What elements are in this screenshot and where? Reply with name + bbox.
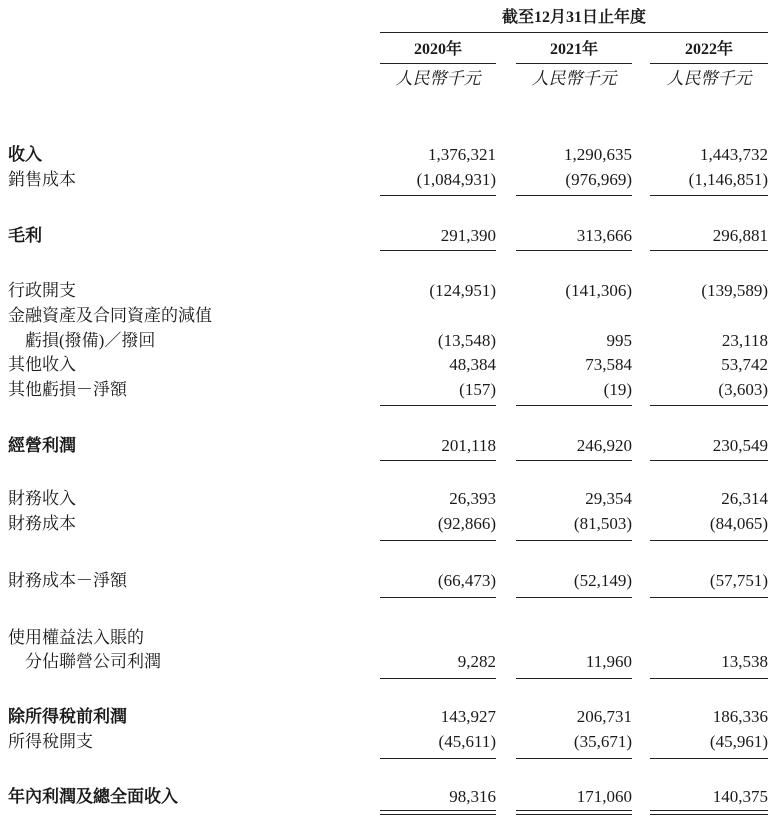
row-label: 虧損(撥備)／撥回 bbox=[8, 331, 156, 350]
row-value-2022: (45,961) bbox=[709, 732, 768, 751]
row-value-2020: 26,393 bbox=[449, 489, 496, 508]
row-label: 使用權益法入賬的 bbox=[8, 628, 144, 647]
row-value-2022: (1,146,851) bbox=[688, 170, 768, 189]
row-value-2020: (1,084,931) bbox=[416, 170, 496, 189]
rule-after-gross-profit-2022 bbox=[650, 250, 768, 251]
unit-2020: 人民幣千元 bbox=[395, 69, 481, 88]
row-label: 毛利 bbox=[8, 226, 42, 245]
row-label: 分佔聯營公司利潤 bbox=[8, 652, 161, 671]
row-value-2021: (35,671) bbox=[573, 732, 632, 751]
row-value-2021: 171,060 bbox=[576, 787, 632, 806]
row-value-2021: 11,960 bbox=[585, 652, 632, 671]
rule-after-operating-profit-2020 bbox=[380, 460, 496, 461]
row-value-2022: (84,065) bbox=[709, 514, 768, 533]
rule-after-operating-profit-2021 bbox=[516, 460, 632, 461]
row-value-2021: 73,584 bbox=[585, 355, 632, 374]
row-value-2021: (81,503) bbox=[573, 514, 632, 533]
row-value-2020: 98,316 bbox=[449, 787, 496, 806]
row-value-2022: (139,589) bbox=[701, 281, 768, 300]
rule-after-finance-costs-2022 bbox=[650, 540, 768, 541]
row-value-2020: (124,951) bbox=[429, 281, 496, 300]
row-value-2022: 23,118 bbox=[721, 331, 768, 350]
row-value-2020: (66,473) bbox=[437, 571, 496, 590]
rule-after-other-losses-2020 bbox=[380, 405, 496, 406]
rule-after-other-losses-2021 bbox=[516, 405, 632, 406]
row-label: 銷售成本 bbox=[8, 170, 76, 189]
row-value-2020: (92,866) bbox=[437, 514, 496, 533]
row-value-2021: (19) bbox=[603, 380, 632, 399]
row-label: 收入 bbox=[8, 145, 42, 164]
rule-after-cost-of-sales-2021 bbox=[516, 195, 632, 196]
row-label: 其他虧損－淨額 bbox=[8, 380, 127, 399]
rule-after-gross-profit-2021 bbox=[516, 250, 632, 251]
row-value-2022: (57,751) bbox=[709, 571, 768, 590]
row-value-2021: 246,920 bbox=[576, 436, 632, 455]
row-value-2021: (52,149) bbox=[573, 571, 632, 590]
row-value-2022: 186,336 bbox=[712, 707, 768, 726]
year-2021-header: 2021年 bbox=[549, 41, 598, 58]
rule-after-other-losses-2022 bbox=[650, 405, 768, 406]
row-label: 財務成本－淨額 bbox=[8, 571, 127, 590]
row-value-2022: 26,314 bbox=[721, 489, 768, 508]
row-value-2022: (3,603) bbox=[718, 380, 768, 399]
row-value-2022: 296,881 bbox=[712, 226, 768, 245]
row-value-2020: 48,384 bbox=[449, 355, 496, 374]
unit-2021: 人民幣千元 bbox=[531, 69, 617, 88]
rule-after-share-of-profit-2022 bbox=[650, 678, 768, 679]
year-2022-header: 2022年 bbox=[684, 41, 733, 58]
double-rule-total-2022 bbox=[650, 810, 768, 815]
row-value-2020: (13,548) bbox=[437, 331, 496, 350]
rule-after-cost-of-sales-2022 bbox=[650, 195, 768, 196]
row-value-2021: 206,731 bbox=[576, 707, 632, 726]
rule-after-finance-costs-net-2022 bbox=[650, 597, 768, 598]
row-value-2022: 13,538 bbox=[721, 652, 768, 671]
year-2020-header: 2020年 bbox=[413, 41, 462, 58]
row-value-2022: 140,375 bbox=[712, 787, 768, 806]
rule-after-finance-costs-2021 bbox=[516, 540, 632, 541]
rule-after-income-tax-2020 bbox=[380, 758, 496, 759]
row-value-2021: 29,354 bbox=[585, 489, 632, 508]
row-value-2021: (141,306) bbox=[565, 281, 632, 300]
row-label: 經營利潤 bbox=[8, 436, 76, 455]
row-value-2020: 1,376,321 bbox=[428, 145, 496, 164]
year-2021-underline bbox=[516, 63, 632, 64]
year-2020-underline bbox=[380, 63, 496, 64]
row-value-2021: 995 bbox=[606, 331, 632, 350]
unit-2022: 人民幣千元 bbox=[666, 69, 752, 88]
year-2022-underline bbox=[650, 63, 768, 64]
row-value-2020: (157) bbox=[459, 380, 496, 399]
row-label: 其他收入 bbox=[8, 355, 76, 374]
rule-after-income-tax-2021 bbox=[516, 758, 632, 759]
rule-after-gross-profit-2020 bbox=[380, 250, 496, 251]
row-value-2020: (45,611) bbox=[438, 732, 496, 751]
row-value-2020: 143,927 bbox=[440, 707, 496, 726]
row-label: 財務成本 bbox=[8, 514, 76, 533]
row-value-2021: 313,666 bbox=[576, 226, 632, 245]
rule-after-share-of-profit-2020 bbox=[380, 678, 496, 679]
row-label: 所得稅開支 bbox=[8, 732, 93, 751]
row-value-2022: 1,443,732 bbox=[700, 145, 768, 164]
row-label: 年內利潤及總全面收入 bbox=[8, 787, 178, 806]
row-label: 行政開支 bbox=[8, 281, 76, 300]
row-label: 財務收入 bbox=[8, 489, 76, 508]
period-underline bbox=[380, 32, 768, 33]
period-heading: 截至12月31日止年度 bbox=[501, 9, 646, 26]
double-rule-total-2021 bbox=[516, 810, 632, 815]
row-label: 金融資產及合同資產的減值 bbox=[8, 306, 212, 325]
row-value-2022: 53,742 bbox=[721, 355, 768, 374]
double-rule-total-2020 bbox=[380, 810, 496, 815]
rule-after-operating-profit-2022 bbox=[650, 460, 768, 461]
rule-after-share-of-profit-2021 bbox=[516, 678, 632, 679]
rule-after-cost-of-sales-2020 bbox=[380, 195, 496, 196]
rule-after-finance-costs-2020 bbox=[380, 540, 496, 541]
row-value-2020: 9,282 bbox=[457, 652, 496, 671]
row-value-2022: 230,549 bbox=[712, 436, 768, 455]
rule-after-finance-costs-net-2021 bbox=[516, 597, 632, 598]
row-value-2020: 201,118 bbox=[441, 436, 496, 455]
row-value-2021: 1,290,635 bbox=[564, 145, 632, 164]
row-label: 除所得稅前利潤 bbox=[8, 707, 127, 726]
row-value-2020: 291,390 bbox=[440, 226, 496, 245]
row-value-2021: (976,969) bbox=[565, 170, 632, 189]
rule-after-finance-costs-net-2020 bbox=[380, 597, 496, 598]
rule-after-income-tax-2022 bbox=[650, 758, 768, 759]
